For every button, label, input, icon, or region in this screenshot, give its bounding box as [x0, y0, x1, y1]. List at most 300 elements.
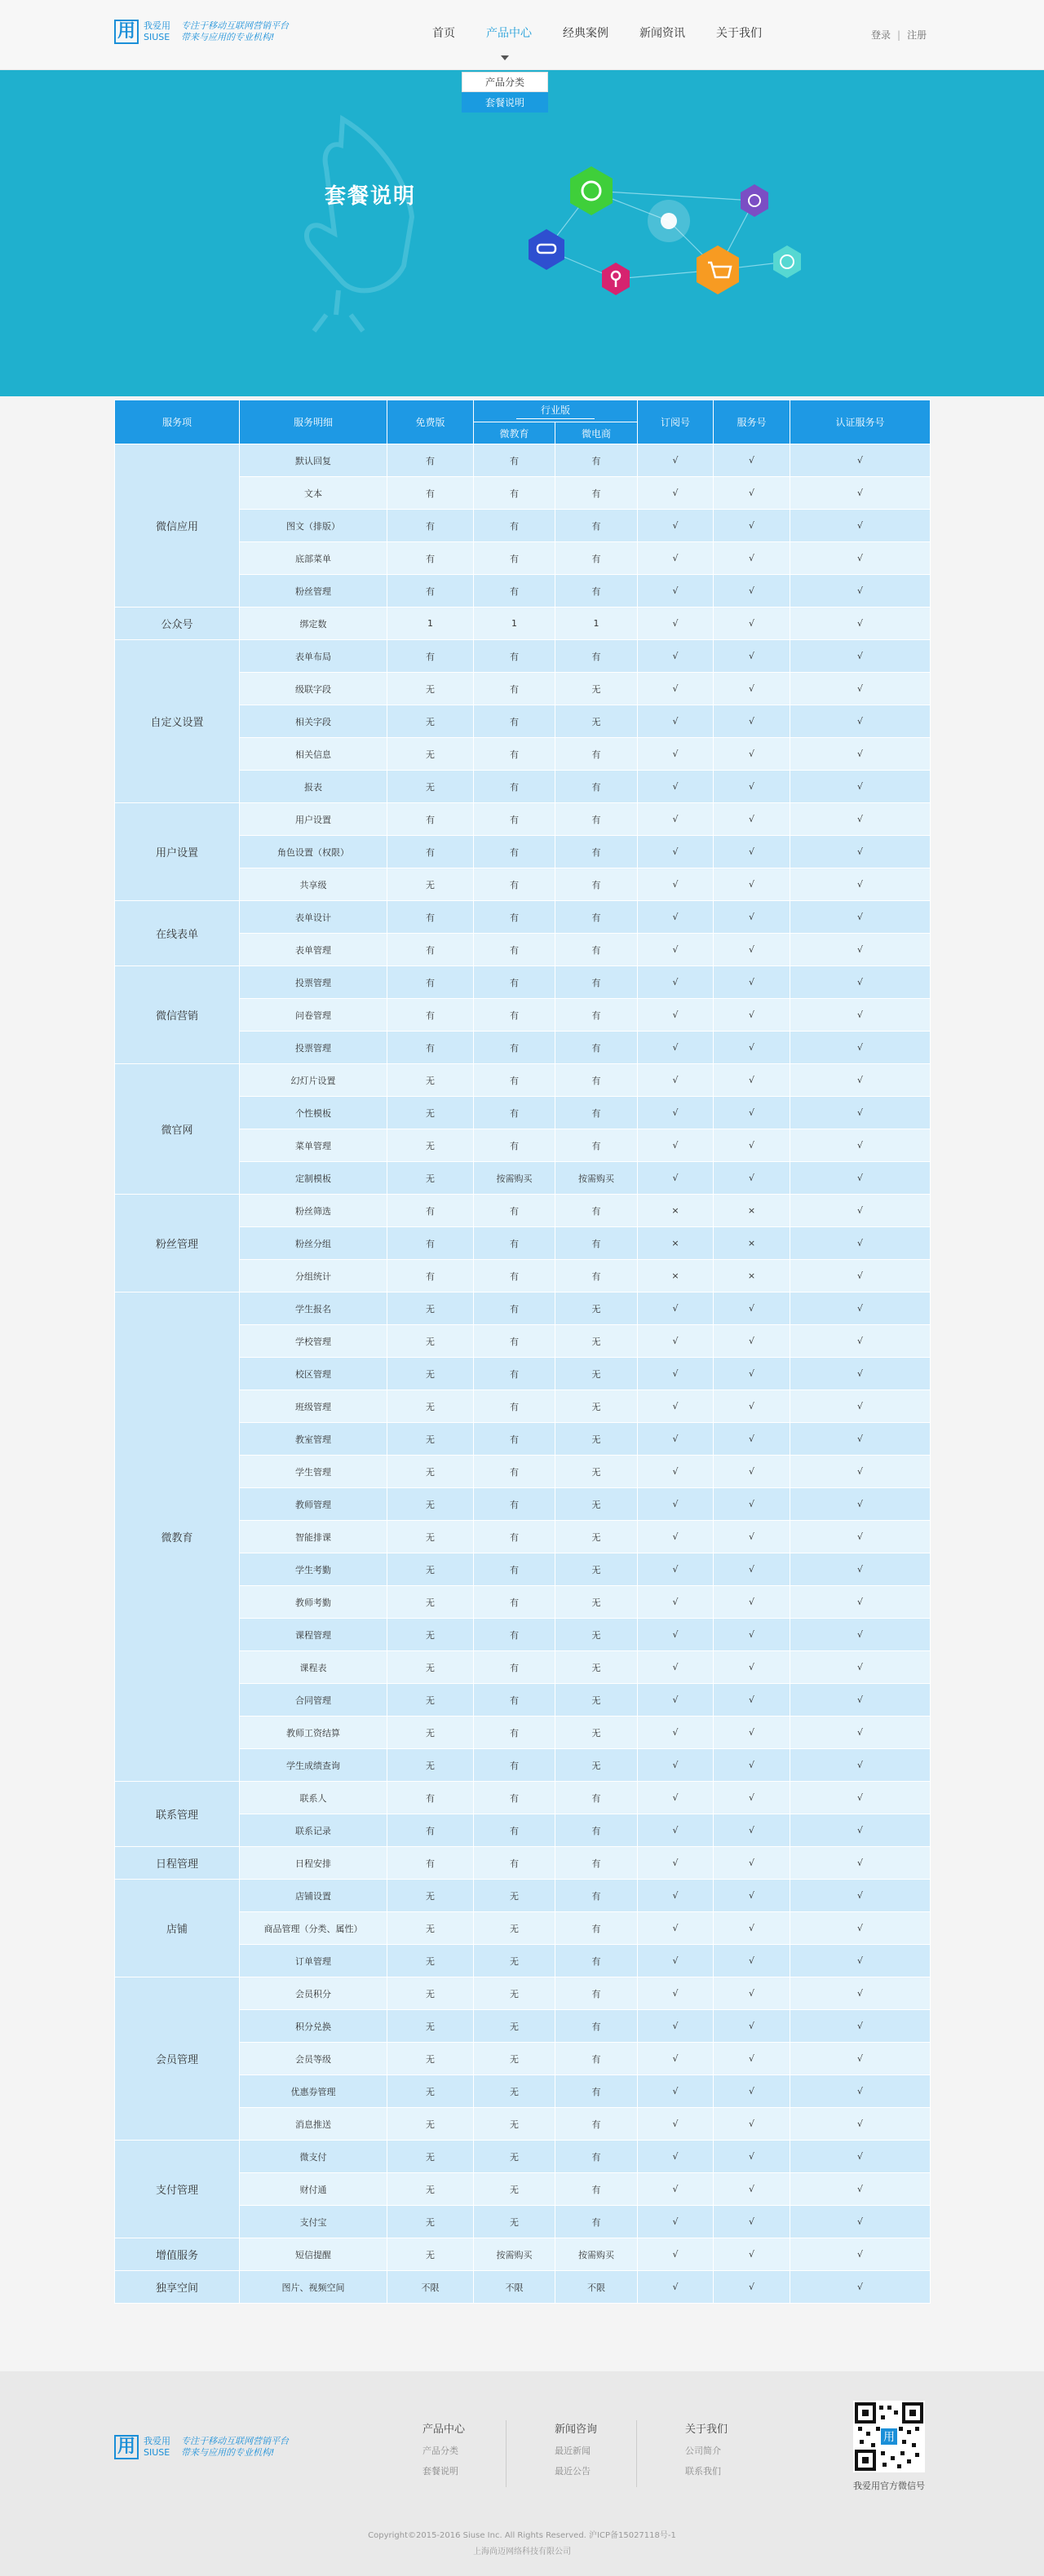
table-cell: 有: [474, 1521, 555, 1553]
table-cell: √: [790, 1325, 931, 1358]
table-cell: √: [790, 1162, 931, 1195]
table-cell: 有: [555, 510, 638, 542]
service-detail-cell: 底部菜单: [240, 542, 387, 575]
table-cell: 无: [387, 738, 474, 771]
qr-caption: 我爱用官方微信号: [853, 2481, 925, 2491]
header-detail: 服务明细: [240, 400, 387, 444]
main-nav: [432, 24, 793, 41]
table-cell: √: [714, 1129, 790, 1162]
dropdown-item-packages[interactable]: 套餐说明: [462, 92, 548, 113]
table-cell: √: [638, 999, 714, 1032]
divider: |: [897, 29, 901, 41]
table-cell: √: [638, 836, 714, 868]
table-cell: 无: [474, 2206, 555, 2238]
table-cell: 无: [474, 2173, 555, 2206]
table-cell: √: [790, 1456, 931, 1488]
table-cell: 有: [474, 1227, 555, 1260]
table-cell: 有: [555, 1195, 638, 1227]
table-cell: √: [638, 444, 714, 477]
table-cell: √: [790, 1260, 931, 1292]
table-cell: 无: [387, 1358, 474, 1390]
service-group-cell: 用户设置: [115, 803, 240, 901]
table-cell: √: [714, 1488, 790, 1521]
table-cell: 有: [555, 999, 638, 1032]
logo-mark-icon: 用: [114, 20, 139, 44]
table-cell: √: [714, 542, 790, 575]
table-row: [115, 901, 931, 934]
service-detail-cell: 课程表: [240, 1651, 387, 1684]
footer-link[interactable]: 最近公告: [555, 2466, 591, 2477]
logo-slogan: [181, 20, 289, 43]
table-cell: √: [714, 1977, 790, 2010]
service-group-cell: 微官网: [115, 1064, 240, 1195]
table-cell: √: [714, 2141, 790, 2173]
service-detail-cell: 积分兑换: [240, 2010, 387, 2043]
service-group-cell: 联系管理: [115, 1782, 240, 1847]
nav-item-home[interactable]: 首页: [432, 27, 455, 40]
nav-item-about[interactable]: 关于我们: [716, 27, 762, 40]
table-cell: 有: [474, 1553, 555, 1586]
table-cell: √: [790, 1880, 931, 1912]
table-cell: √: [714, 444, 790, 477]
table-cell: 有: [387, 575, 474, 608]
table-cell: 无: [555, 1651, 638, 1684]
table-cell: ×: [714, 1227, 790, 1260]
table-cell: √: [714, 1423, 790, 1456]
table-row: [115, 966, 931, 999]
table-cell: 有: [474, 1586, 555, 1619]
table-row: [115, 2271, 931, 2304]
table-cell: √: [790, 1619, 931, 1651]
service-detail-cell: 角色设置（权限）: [240, 836, 387, 868]
table-cell: 无: [387, 2043, 474, 2075]
service-group-cell: 日程管理: [115, 1847, 240, 1880]
table-cell: √: [714, 1586, 790, 1619]
site-footer: [0, 2371, 1044, 2576]
service-detail-cell: 消息推送: [240, 2108, 387, 2141]
table-cell: 有: [474, 1651, 555, 1684]
table-cell: 无: [387, 1292, 474, 1325]
table-cell: √: [714, 1880, 790, 1912]
service-detail-cell: 教师工资结算: [240, 1717, 387, 1749]
table-cell: 无: [555, 1325, 638, 1358]
table-cell: 有: [387, 477, 474, 510]
table-cell: 无: [387, 2108, 474, 2141]
table-cell: √: [638, 2173, 714, 2206]
footer-link[interactable]: 产品分类: [422, 2446, 458, 2456]
table-cell: √: [638, 966, 714, 999]
table-cell: 有: [474, 1358, 555, 1390]
table-cell: √: [638, 868, 714, 901]
table-cell: √: [714, 934, 790, 966]
table-cell: √: [638, 2141, 714, 2173]
table-cell: 有: [474, 1097, 555, 1129]
table-cell: √: [790, 1553, 931, 1586]
table-cell: √: [790, 1945, 931, 1977]
service-detail-cell: 财付通: [240, 2173, 387, 2206]
table-cell: √: [714, 1553, 790, 1586]
register-link[interactable]: 注册: [907, 29, 927, 41]
table-cell: √: [714, 868, 790, 901]
service-group-cell: 店铺: [115, 1880, 240, 1977]
table-cell: 有: [555, 2075, 638, 2108]
table-cell: √: [790, 2043, 931, 2075]
table-cell: √: [714, 673, 790, 705]
table-cell: 有: [474, 868, 555, 901]
table-cell: √: [638, 2075, 714, 2108]
table-cell: 有: [387, 1227, 474, 1260]
logo-slogan-line-2: 带来与应用的专业机构!: [181, 2447, 275, 2458]
table-cell: √: [714, 2010, 790, 2043]
table-cell: 有: [474, 1814, 555, 1847]
table-cell: √: [638, 1977, 714, 2010]
service-detail-cell: 支付宝: [240, 2206, 387, 2238]
table-cell: 有: [555, 2108, 638, 2141]
service-detail-cell: 学生成绩查询: [240, 1749, 387, 1782]
table-cell: 有: [474, 1782, 555, 1814]
table-cell: √: [638, 575, 714, 608]
service-group-cell: 增值服务: [115, 2238, 240, 2271]
table-cell: 有: [555, 1032, 638, 1064]
table-cell: 无: [555, 1521, 638, 1553]
table-cell: 有: [474, 1619, 555, 1651]
table-cell: 无: [555, 1717, 638, 1749]
table-cell: 无: [387, 1129, 474, 1162]
table-cell: 有: [555, 966, 638, 999]
table-cell: 无: [387, 1162, 474, 1195]
table-cell: √: [638, 1390, 714, 1423]
table-cell: 有: [474, 1260, 555, 1292]
table-cell: 无: [474, 1880, 555, 1912]
table-cell: √: [790, 640, 931, 673]
table-cell: √: [790, 1782, 931, 1814]
table-row: [115, 1292, 931, 1325]
copyright: [0, 2528, 1044, 2561]
logo-slogan-line-1: 专注于移动互联网营销平台: [181, 2436, 289, 2446]
service-detail-cell: 会员积分: [240, 1977, 387, 2010]
table-cell: 无: [387, 771, 474, 803]
table-cell: √: [790, 477, 931, 510]
table-cell: 无: [387, 1488, 474, 1521]
table-cell: √: [790, 1521, 931, 1553]
table-cell: √: [714, 1945, 790, 1977]
table-cell: 无: [387, 2206, 474, 2238]
service-detail-cell: 图文（排版）: [240, 510, 387, 542]
table-cell: √: [790, 575, 931, 608]
table-cell: √: [638, 1749, 714, 1782]
nav-item-news[interactable]: 新闻资讯: [639, 27, 685, 40]
table-cell: 无: [555, 1423, 638, 1456]
table-cell: 无: [474, 2141, 555, 2173]
table-cell: √: [638, 510, 714, 542]
table-cell: √: [638, 477, 714, 510]
service-detail-cell: 微支付: [240, 2141, 387, 2173]
table-cell: 无: [474, 2108, 555, 2141]
table-cell: 有: [555, 477, 638, 510]
dropdown-item-categories[interactable]: 产品分类: [462, 72, 548, 92]
table-cell: 有: [555, 1064, 638, 1097]
table-cell: √: [714, 640, 790, 673]
logo-name: 我爱用 SIUSE: [144, 2436, 170, 2458]
service-detail-cell: 相关信息: [240, 738, 387, 771]
table-cell: √: [790, 999, 931, 1032]
table-cell: 有: [474, 999, 555, 1032]
table-cell: 有: [474, 1847, 555, 1880]
table-cell: 有: [387, 966, 474, 999]
table-cell: 有: [474, 1684, 555, 1717]
nav-item-cases[interactable]: 经典案例: [563, 27, 608, 40]
table-cell: √: [790, 608, 931, 640]
service-detail-cell: 教师管理: [240, 1488, 387, 1521]
table-cell: √: [790, 510, 931, 542]
table-cell: 有: [474, 510, 555, 542]
table-cell: 无: [387, 1717, 474, 1749]
table-cell: √: [790, 901, 931, 934]
table-cell: 无: [555, 673, 638, 705]
table-cell: √: [714, 1032, 790, 1064]
service-detail-cell: 绑定数: [240, 608, 387, 640]
service-detail-cell: 级联字段: [240, 673, 387, 705]
login-link[interactable]: 登录: [871, 29, 891, 41]
table-cell: ×: [638, 1260, 714, 1292]
service-detail-cell: 粉丝分组: [240, 1227, 387, 1260]
service-detail-cell: 菜单管理: [240, 1129, 387, 1162]
table-cell: 1: [555, 608, 638, 640]
banner: [0, 70, 1044, 396]
table-row: [115, 2141, 931, 2173]
table-cell: √: [790, 1097, 931, 1129]
table-cell: 无: [387, 1456, 474, 1488]
table-cell: 按需购买: [474, 1162, 555, 1195]
table-cell: √: [638, 542, 714, 575]
nav-item-products[interactable]: 产品中心: [486, 27, 532, 40]
service-detail-cell: 学校管理: [240, 1325, 387, 1358]
table-cell: 无: [555, 1292, 638, 1325]
table-cell: √: [790, 673, 931, 705]
table-cell: √: [638, 1847, 714, 1880]
footer-link[interactable]: 公司简介: [685, 2446, 721, 2456]
table-row: [115, 803, 931, 836]
table-row: [115, 1782, 931, 1814]
table-cell: ×: [714, 1195, 790, 1227]
table-cell: 有: [555, 803, 638, 836]
table-cell: 无: [555, 1456, 638, 1488]
table-cell: √: [790, 868, 931, 901]
table-cell: √: [638, 1032, 714, 1064]
table-cell: √: [714, 1847, 790, 1880]
table-cell: √: [638, 2043, 714, 2075]
table-cell: √: [714, 1456, 790, 1488]
table-cell: 有: [555, 2173, 638, 2206]
table-cell: 无: [387, 1651, 474, 1684]
table-cell: √: [638, 1651, 714, 1684]
table-cell: 无: [387, 1977, 474, 2010]
table-cell: √: [714, 1814, 790, 1847]
table-cell: 有: [387, 640, 474, 673]
table-cell: 有: [555, 542, 638, 575]
table-cell: 不限: [387, 2271, 474, 2304]
table-cell: √: [790, 1423, 931, 1456]
logo-slogan-line-1: 专注于移动互联网营销平台: [181, 20, 289, 31]
table-cell: 有: [387, 542, 474, 575]
header-industry-shop: 微电商: [555, 422, 638, 444]
table-cell: 有: [387, 1847, 474, 1880]
table-cell: 无: [387, 1521, 474, 1553]
chevron-down-icon: [501, 55, 509, 60]
footer-link[interactable]: 联系我们: [685, 2466, 721, 2477]
table-cell: √: [790, 1064, 931, 1097]
table-cell: √: [714, 1717, 790, 1749]
service-detail-cell: 表单管理: [240, 934, 387, 966]
table-cell: √: [790, 2108, 931, 2141]
table-cell: √: [790, 1847, 931, 1880]
logo[interactable]: [114, 20, 289, 44]
table-cell: 有: [474, 1292, 555, 1325]
service-detail-cell: 学生报名: [240, 1292, 387, 1325]
table-cell: √: [714, 1651, 790, 1684]
footer-logo[interactable]: [114, 2435, 289, 2459]
table-cell: √: [714, 1097, 790, 1129]
table-cell: 有: [474, 966, 555, 999]
table-cell: 有: [474, 771, 555, 803]
table-cell: 有: [555, 934, 638, 966]
table-cell: 有: [474, 1129, 555, 1162]
table-cell: 无: [555, 1553, 638, 1586]
table-cell: 有: [555, 640, 638, 673]
table-cell: √: [790, 836, 931, 868]
service-detail-cell: 店铺设置: [240, 1880, 387, 1912]
service-detail-cell: 投票管理: [240, 1032, 387, 1064]
footer-link[interactable]: 套餐说明: [422, 2466, 458, 2477]
service-detail-cell: 粉丝筛选: [240, 1195, 387, 1227]
table-cell: √: [790, 705, 931, 738]
table-cell: √: [790, 934, 931, 966]
table-cell: √: [638, 673, 714, 705]
table-cell: 有: [387, 510, 474, 542]
table-cell: √: [714, 1749, 790, 1782]
table-body: [115, 444, 931, 2304]
table-cell: √: [714, 608, 790, 640]
table-cell: √: [714, 771, 790, 803]
table-cell: √: [790, 2238, 931, 2271]
table-cell: √: [790, 2173, 931, 2206]
table-cell: √: [790, 738, 931, 771]
package-table-container: [114, 400, 930, 2304]
table-cell: 有: [474, 1717, 555, 1749]
table-cell: 有: [555, 2206, 638, 2238]
table-cell: 有: [474, 542, 555, 575]
table-cell: ×: [638, 1195, 714, 1227]
table-cell: √: [790, 1358, 931, 1390]
table-cell: 有: [474, 1423, 555, 1456]
table-cell: 有: [555, 1129, 638, 1162]
table-cell: √: [790, 1977, 931, 2010]
table-cell: 有: [474, 1195, 555, 1227]
table-cell: √: [790, 1651, 931, 1684]
table-cell: √: [790, 1912, 931, 1945]
table-cell: 有: [555, 1227, 638, 1260]
table-cell: √: [638, 1358, 714, 1390]
service-group-cell: 支付管理: [115, 2141, 240, 2238]
table-cell: √: [790, 1195, 931, 1227]
table-cell: √: [638, 901, 714, 934]
table-cell: √: [638, 1880, 714, 1912]
footer-link[interactable]: 最近新闻: [555, 2446, 591, 2456]
header-service-account: 服务号: [714, 400, 790, 444]
table-cell: 有: [387, 836, 474, 868]
table-cell: 有: [474, 1032, 555, 1064]
table-cell: 不限: [555, 2271, 638, 2304]
table-cell: 有: [474, 673, 555, 705]
table-row: [115, 1064, 931, 1097]
table-cell: 有: [555, 2141, 638, 2173]
table-cell: 有: [555, 836, 638, 868]
service-detail-cell: 商品管理（分类、属性）: [240, 1912, 387, 1945]
table-cell: √: [638, 738, 714, 771]
table-cell: √: [638, 934, 714, 966]
table-cell: √: [714, 999, 790, 1032]
table-cell: √: [790, 1292, 931, 1325]
table-cell: √: [714, 1162, 790, 1195]
hexagon-key-icon: [602, 263, 630, 295]
table-row: [115, 608, 931, 640]
table-cell: 有: [474, 477, 555, 510]
table-row: [115, 1195, 931, 1227]
table-cell: 无: [555, 1619, 638, 1651]
table-cell: √: [638, 1097, 714, 1129]
banner-title: 套餐说明: [325, 184, 417, 209]
header-service: 服务项: [115, 400, 240, 444]
table-cell: 有: [555, 1097, 638, 1129]
service-detail-cell: 校区管理: [240, 1358, 387, 1390]
table-cell: ×: [638, 1227, 714, 1260]
service-detail-cell: 个性模板: [240, 1097, 387, 1129]
table-cell: 无: [387, 2010, 474, 2043]
table-cell: √: [638, 2010, 714, 2043]
table-cell: 无: [387, 2173, 474, 2206]
table-cell: 无: [387, 705, 474, 738]
table-cell: 有: [474, 575, 555, 608]
service-detail-cell: 联系人: [240, 1782, 387, 1814]
table-cell: √: [790, 2271, 931, 2304]
table-cell: 有: [555, 444, 638, 477]
table-cell: 无: [387, 1390, 474, 1423]
table-cell: √: [714, 1064, 790, 1097]
table-cell: 有: [474, 803, 555, 836]
table-cell: 有: [474, 901, 555, 934]
table-row: [115, 1880, 931, 1912]
table-cell: 1: [474, 608, 555, 640]
table-cell: 无: [387, 1586, 474, 1619]
table-cell: √: [714, 1782, 790, 1814]
table-row: [115, 2238, 931, 2271]
table-cell: 有: [474, 738, 555, 771]
table-cell: 有: [555, 901, 638, 934]
service-detail-cell: 表单布局: [240, 640, 387, 673]
table-cell: 无: [474, 2043, 555, 2075]
logo-name: 我爱用 SIUSE: [144, 20, 170, 42]
footer-col-news: [555, 2420, 597, 2485]
svg-text:用: 用: [883, 2431, 895, 2444]
table-cell: 无: [387, 2141, 474, 2173]
table-cell: 有: [474, 1456, 555, 1488]
service-detail-cell: 问卷管理: [240, 999, 387, 1032]
table-cell: 有: [555, 771, 638, 803]
table-cell: 有: [555, 2043, 638, 2075]
table-cell: 无: [555, 705, 638, 738]
user-links: [871, 28, 927, 42]
table-cell: √: [638, 1619, 714, 1651]
